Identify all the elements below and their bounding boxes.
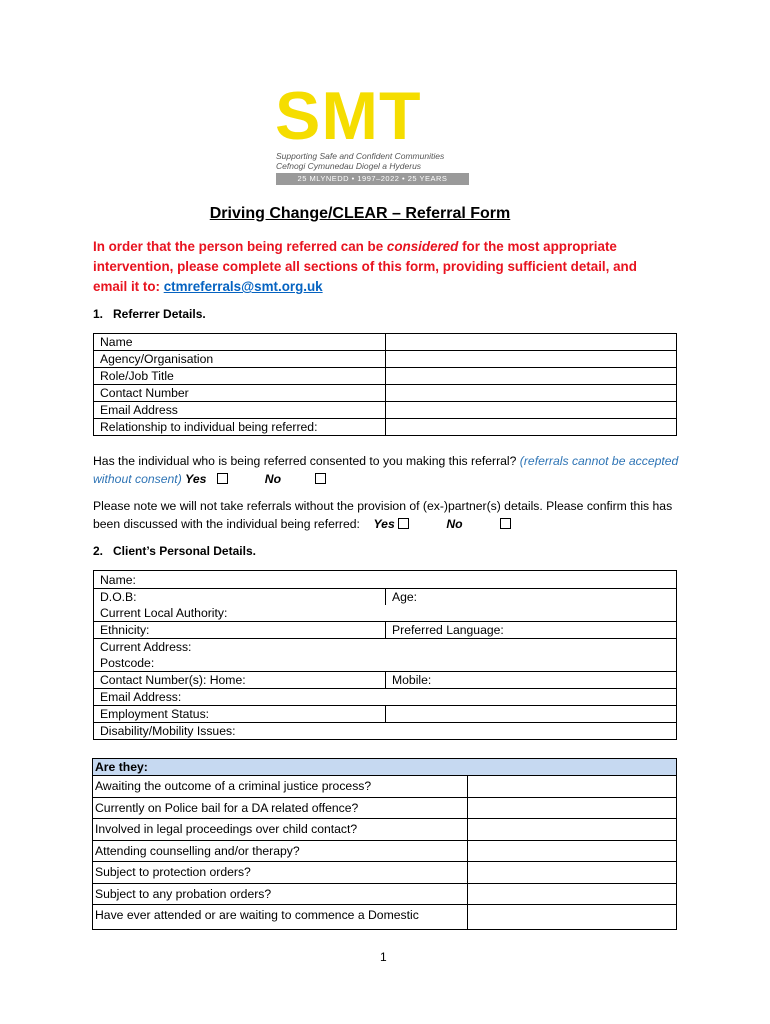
email-link[interactable]: ctmreferrals@smt.org.uk bbox=[163, 279, 323, 294]
are-they-row bbox=[93, 819, 677, 841]
are-they-question: Currently on Police bail for a DA related offence? bbox=[93, 797, 468, 819]
referrer-row bbox=[94, 334, 677, 351]
referrer-field-input[interactable] bbox=[386, 351, 677, 368]
logo-wordmark: SMT bbox=[275, 78, 422, 154]
are-they-row bbox=[93, 862, 677, 884]
are-they-answer[interactable] bbox=[468, 883, 677, 905]
referrer-field-label: Email Address bbox=[94, 402, 386, 419]
client-contact-home-field[interactable]: Contact Number(s): Home: bbox=[94, 672, 386, 689]
are-they-row bbox=[93, 840, 677, 862]
client-ethnicity-field[interactable]: Ethnicity: bbox=[94, 622, 386, 639]
logo-tagline-english: Supporting Safe and Confident Communities bbox=[276, 151, 445, 161]
are-they-answer[interactable] bbox=[468, 776, 677, 798]
are-they-row bbox=[93, 797, 677, 819]
referrer-field-label: Relationship to individual being referred: bbox=[94, 419, 386, 436]
client-postcode-field[interactable]: Postcode: bbox=[94, 655, 677, 672]
referrer-field-input[interactable] bbox=[386, 385, 677, 402]
client-local-authority-field[interactable]: Current Local Authority: bbox=[94, 605, 677, 622]
client-address-field[interactable]: Current Address: bbox=[94, 639, 677, 656]
client-employment-field[interactable]: Employment Status: bbox=[94, 706, 386, 723]
referrer-field-input[interactable] bbox=[386, 368, 677, 385]
are-they-row bbox=[93, 883, 677, 905]
are-they-answer[interactable] bbox=[468, 797, 677, 819]
referrer-field-label: Name bbox=[94, 334, 386, 351]
are-they-answer[interactable] bbox=[468, 840, 677, 862]
are-they-question: Awaiting the outcome of a criminal justice process? bbox=[93, 776, 468, 798]
referrer-row bbox=[94, 385, 677, 402]
referrer-field-input[interactable] bbox=[386, 402, 677, 419]
section2-heading: 2. Client’s Personal Details. bbox=[93, 544, 256, 558]
consent-note: (referrals cannot be accepted without consent) bbox=[93, 454, 679, 486]
client-email-field[interactable]: Email Address: bbox=[94, 689, 677, 706]
client-disability-field[interactable]: Disability/Mobility Issues: bbox=[94, 723, 677, 740]
page-number: 1 bbox=[380, 950, 387, 964]
partner-yes-label: Yes bbox=[373, 516, 395, 531]
referrer-row bbox=[94, 402, 677, 419]
partner-no-label: No bbox=[446, 516, 463, 531]
intro-emphasis: considered bbox=[386, 239, 459, 254]
consent-no-checkbox[interactable] bbox=[315, 473, 326, 484]
consent-yes-label: Yes bbox=[185, 471, 207, 486]
are-they-question: Involved in legal proceedings over child contact? bbox=[93, 819, 468, 841]
partner-yes-checkbox[interactable] bbox=[398, 518, 409, 529]
referrer-field-label: Role/Job Title bbox=[94, 368, 386, 385]
are-they-row bbox=[93, 776, 677, 798]
are-they-answer[interactable] bbox=[468, 862, 677, 884]
consent-yes-checkbox[interactable] bbox=[217, 473, 228, 484]
referrer-row bbox=[94, 351, 677, 368]
section1-heading: 1. Referrer Details. bbox=[93, 307, 206, 321]
consent-question bbox=[93, 453, 683, 488]
referrer-row bbox=[94, 419, 677, 436]
client-age-field[interactable]: Age: bbox=[386, 589, 677, 606]
referrer-field-label: Contact Number bbox=[94, 385, 386, 402]
intro-part-a: In order that the person being referred can be bbox=[93, 239, 387, 254]
partner-question-text: Please note we will not take referrals without the provision of (ex-)partner(s) details. Please confirm this has been discussed with the individual being referred: bbox=[93, 499, 673, 531]
are-they-row bbox=[93, 905, 677, 930]
are-they-answer[interactable] bbox=[468, 819, 677, 841]
logo-tagline-welsh: Cefnogi Cymunedau Diogel a Hyderus bbox=[276, 161, 422, 171]
client-dob-field[interactable]: D.O.B: bbox=[94, 589, 386, 606]
consent-question-text: Has the individual who is being referred consented to you making this referral? bbox=[93, 454, 520, 468]
are-they-table bbox=[92, 758, 677, 930]
referrer-field-label: Agency/Organisation bbox=[94, 351, 386, 368]
logo-years-bar: 25 MLYNEDD • 1997–2022 • 25 YEARS bbox=[276, 173, 469, 185]
client-details-table bbox=[93, 570, 677, 740]
are-they-question: Have ever attended or are waiting to commence a Domestic bbox=[93, 905, 468, 930]
client-employment-value[interactable] bbox=[386, 706, 677, 723]
intro-text bbox=[93, 237, 673, 297]
client-name-field[interactable]: Name: bbox=[94, 571, 677, 589]
are-they-question: Subject to any probation orders? bbox=[93, 883, 468, 905]
referrer-field-input[interactable] bbox=[386, 334, 677, 351]
partner-no-checkbox[interactable] bbox=[500, 518, 511, 529]
referrer-row bbox=[94, 368, 677, 385]
are-they-answer[interactable] bbox=[468, 905, 677, 930]
intro-part-b: for the most appropriate intervention, please complete all sections of this form, providing sufficient detail, and email it to: bbox=[93, 239, 637, 294]
referrer-field-input[interactable] bbox=[386, 419, 677, 436]
partner-question bbox=[93, 498, 683, 533]
form-title: Driving Change/CLEAR – Referral Form bbox=[209, 205, 511, 222]
are-they-question: Subject to protection orders? bbox=[93, 862, 468, 884]
are-they-heading: Are they: bbox=[93, 759, 677, 776]
client-mobile-field[interactable]: Mobile: bbox=[386, 672, 677, 689]
are-they-question: Attending counselling and/or therapy? bbox=[93, 840, 468, 862]
referrer-details-table bbox=[93, 333, 677, 436]
client-language-field[interactable]: Preferred Language: bbox=[386, 622, 677, 639]
consent-no-label: No bbox=[264, 471, 282, 486]
